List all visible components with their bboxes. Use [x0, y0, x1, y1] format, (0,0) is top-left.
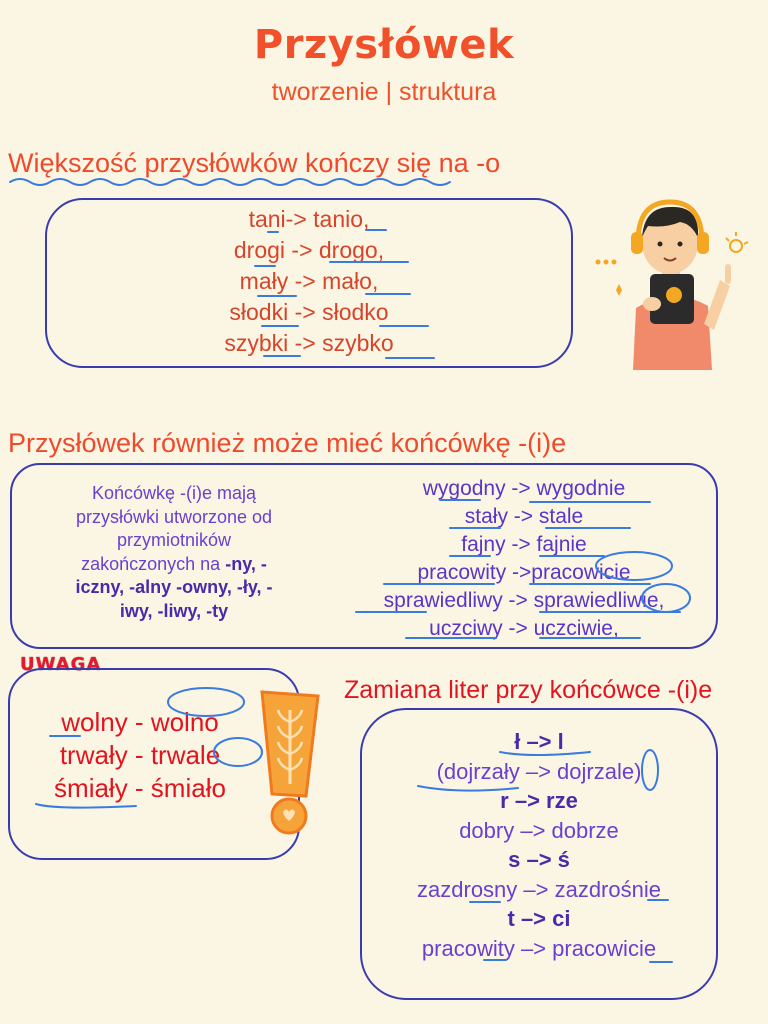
rule-line: [360, 727, 718, 757]
example-line: wygodny -> wygodnie: [422, 477, 626, 500]
note-line: [34, 576, 314, 600]
section2-examples: [338, 475, 710, 643]
note-suffixes: -ny, -: [225, 553, 267, 574]
note-line: przymiotników: [116, 530, 232, 550]
note-line: [34, 600, 314, 624]
rule-line: [360, 845, 718, 875]
rule-line: [360, 904, 718, 934]
exclamation-icon: [256, 688, 322, 838]
note-line: [34, 553, 314, 577]
rule-example: zazdrosny –> zazdrośnie: [417, 876, 661, 902]
rule-text: s –> ś: [508, 847, 570, 872]
ending-note: [34, 482, 314, 623]
boy-with-tablet-illustration: [588, 198, 758, 370]
section1-heading: Większość przysłówków kończy się na -o: [8, 148, 501, 178]
example-line: drogi -> drogo,: [233, 237, 385, 263]
note-line: przysłówki utworzone od: [75, 506, 273, 527]
section2-heading: Przysłówek również może mieć końcówkę -(i)e: [8, 428, 567, 458]
rule-text: ł –> l: [514, 729, 564, 754]
rule-text: t –> ci: [507, 906, 571, 931]
section3-heading: Zamiana liter przy końcówce -(i)e: [344, 676, 713, 704]
example-line: fajny -> fajnie: [461, 533, 587, 556]
note-line: Końcówkę -(i)e mają: [91, 483, 257, 503]
example-line: trwały - trwale: [59, 740, 221, 770]
note-suffixes: iwy, -liwy, -ty: [119, 600, 229, 621]
example-line: uczciwy -> uczciwie,: [429, 617, 619, 640]
warning-label: UWAGA: [20, 654, 102, 675]
example-line: śmiały - śmiało: [54, 773, 226, 803]
example-line: tani-> tanio,: [248, 206, 370, 232]
rule-example: (dojrzały –> dojrzale): [436, 758, 642, 784]
section1-examples: [45, 204, 573, 359]
letter-change-list: [360, 727, 718, 963]
note-suffixes: iczny, -alny -owny, -ły, -: [75, 577, 273, 597]
example-line: stały -> stale: [464, 505, 584, 528]
warning-examples: [20, 706, 260, 805]
rule-example: pracowity –> pracowicie: [421, 935, 657, 961]
rule-example: dobry –> dobrze: [459, 817, 619, 843]
example-line: sprawiedliwy -> sprawiedliwie,: [383, 589, 665, 612]
rule-line: [360, 786, 718, 816]
example-line: pracowity ->pracowicie: [417, 561, 631, 584]
example-line: wolny - wolno: [61, 707, 219, 737]
page-title: Przysłówek: [253, 22, 515, 68]
rule-text: r –> rze: [500, 788, 578, 813]
example-line: słodki -> słodko: [229, 299, 389, 325]
page-subtitle: tworzenie | struktura: [271, 78, 497, 106]
note-text: zakończonych na: [81, 553, 221, 574]
example-line: mały -> mało,: [239, 268, 379, 294]
example-line: szybki -> szybko: [224, 330, 394, 356]
